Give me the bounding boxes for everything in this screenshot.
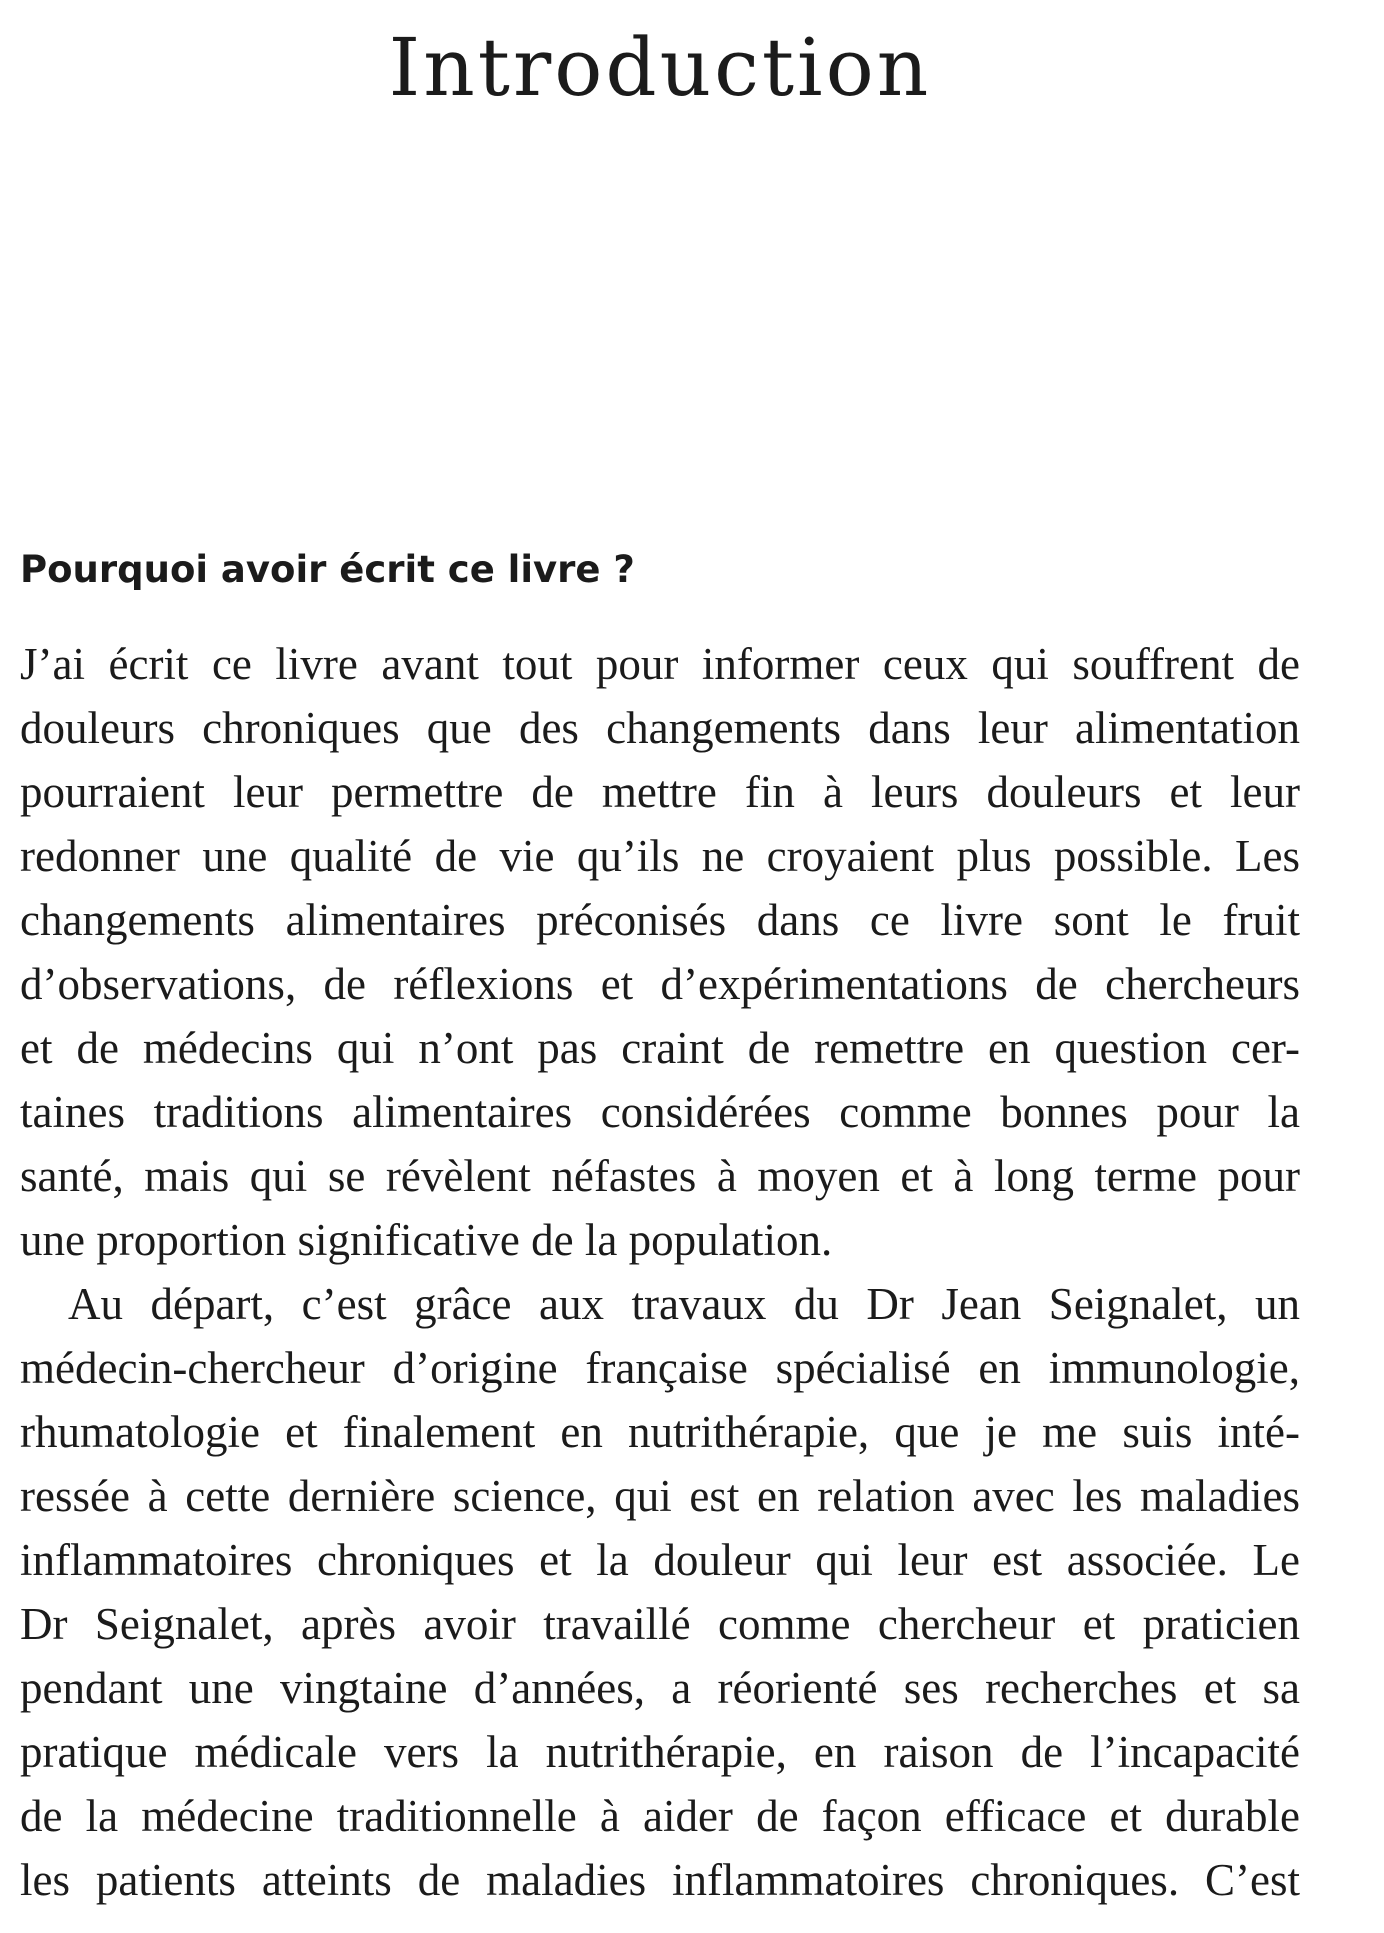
text-line: changements alimentaires préconisés dans ce livre sont le fruit xyxy=(20,895,1300,945)
text-line: Dr Seignalet, après avoir travaillé comme chercheur et praticien xyxy=(20,1599,1300,1649)
text-line: les patients atteints de maladies inflammatoires chroniques. C’est xyxy=(20,1855,1300,1905)
text-line: douleurs chroniques que des changements dans leur alimentation xyxy=(20,703,1300,753)
text-line: pratique médicale vers la nutrithérapie, en raison de l’incapacité xyxy=(20,1727,1300,1777)
text-line: santé, mais qui se révèlent néfastes à moyen et à long terme pour xyxy=(20,1151,1300,1201)
text-line: Au départ, c’est grâce aux travaux du Dr Jean Seignalet, un xyxy=(68,1279,1300,1329)
text-line: de la médecine traditionnelle à aider de façon efficace et durable xyxy=(20,1791,1300,1841)
body-text xyxy=(20,632,1300,1912)
text-line: inflammatoires chroniques et la douleur qui leur est associée. Le xyxy=(20,1535,1300,1585)
section-heading: Pourquoi avoir écrit ce livre ? xyxy=(20,548,635,591)
text-line: redonner une qualité de vie qu’ils ne croyaient plus possible. Les xyxy=(20,831,1300,881)
text-line: d’observations, de réflexions et d’expérimentations de chercheurs xyxy=(20,959,1300,1009)
text-line: pourraient leur permettre de mettre fin à leurs douleurs et leur xyxy=(20,767,1300,817)
text-line: médecin-chercheur d’origine française spécialisé en immunologie, xyxy=(20,1343,1300,1393)
text-line: taines traditions alimentaires considérées comme bonnes pour la xyxy=(20,1087,1300,1137)
paragraph-2 xyxy=(20,1272,1300,1912)
text-line: ressée à cette dernière science, qui est en relation avec les maladies xyxy=(20,1471,1300,1521)
text-line: et de médecins qui n’ont pas craint de remettre en question cer- xyxy=(20,1023,1300,1073)
chapter-title: Introduction xyxy=(388,21,932,114)
text-line: J’ai écrit ce livre avant tout pour informer ceux qui souffrent de xyxy=(20,639,1300,689)
paragraph-1 xyxy=(20,632,1300,1272)
text-line: rhumatologie et finalement en nutrithérapie, que je me suis inté- xyxy=(20,1407,1300,1457)
text-line: pendant une vingtaine d’années, a réorienté ses recherches et sa xyxy=(20,1663,1300,1713)
text-line: une proportion significative de la population. xyxy=(20,1215,833,1265)
